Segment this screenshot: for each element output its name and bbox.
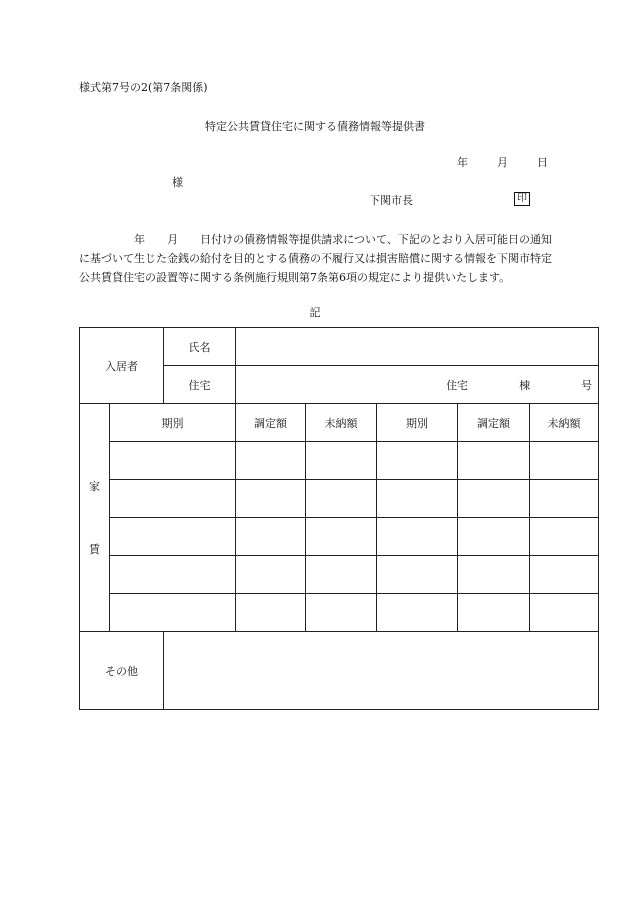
cell[interactable] — [110, 518, 236, 556]
cell[interactable] — [236, 442, 306, 480]
date-day-label: 日 — [537, 156, 548, 169]
address-field[interactable] — [236, 366, 599, 404]
rent-data-row — [80, 518, 599, 556]
cell[interactable] — [306, 594, 377, 632]
body-paragraph: 年 月 日付けの債務情報等提供請求について、下記のとおり入居可能日の通知に基づいて生じた金銭の給付を目的とする債務の不履行又は損害賠償に関する情報を下関市特定公共賃貸住宅の設置等に関する条例施行規則第7条第6項の規定により提供いたします。 — [79, 233, 552, 284]
other-field[interactable] — [164, 632, 599, 710]
cell[interactable] — [377, 518, 458, 556]
cell[interactable] — [458, 442, 530, 480]
cell[interactable] — [530, 594, 599, 632]
cell[interactable] — [236, 594, 306, 632]
unit-label: 号 — [581, 378, 593, 392]
cell[interactable] — [377, 556, 458, 594]
cell[interactable] — [458, 518, 530, 556]
cell[interactable] — [530, 442, 599, 480]
date-line — [457, 157, 548, 168]
col-header-period-2: 期別 — [377, 404, 458, 442]
cell[interactable] — [377, 594, 458, 632]
cell[interactable] — [306, 518, 377, 556]
cell[interactable] — [530, 556, 599, 594]
cell[interactable] — [458, 480, 530, 518]
rent-data-row — [80, 594, 599, 632]
rent-label — [80, 404, 110, 632]
form-id: 様式第7号の2(第7条関係) — [79, 81, 208, 94]
cell[interactable] — [110, 442, 236, 480]
residence-label: 住宅 — [446, 378, 469, 392]
date-month-label: 月 — [497, 156, 508, 169]
cell[interactable] — [530, 518, 599, 556]
cell[interactable] — [458, 594, 530, 632]
rent-data-row — [80, 480, 599, 518]
address-label: 住宅 — [164, 366, 236, 404]
cell[interactable] — [458, 556, 530, 594]
col-header-period-1: 期別 — [110, 404, 236, 442]
cell[interactable] — [110, 594, 236, 632]
cell[interactable] — [306, 480, 377, 518]
resident-label: 入居者 — [80, 328, 164, 404]
seal-mark: 印 — [514, 192, 530, 206]
issuer-name: 下関市長 — [369, 194, 413, 207]
other-row — [80, 632, 599, 710]
document-title: 特定公共賃貸住宅に関する債務情報等提供書 — [205, 120, 425, 133]
col-header-assessed-1: 調定額 — [236, 404, 306, 442]
rent-label-char-1: 家 — [89, 479, 100, 493]
rent-data-row — [80, 442, 599, 480]
other-label: その他 — [80, 632, 164, 710]
col-header-unpaid-1: 未納額 — [306, 404, 377, 442]
col-header-unpaid-2: 未納額 — [530, 404, 599, 442]
cell[interactable] — [236, 556, 306, 594]
addressee-suffix: 様 — [172, 176, 183, 189]
cell[interactable] — [236, 480, 306, 518]
cell[interactable] — [110, 556, 236, 594]
cell[interactable] — [306, 556, 377, 594]
building-label: 棟 — [519, 378, 531, 392]
resident-name-row — [80, 328, 599, 366]
cell[interactable] — [236, 518, 306, 556]
cell[interactable] — [306, 442, 377, 480]
debt-info-table — [79, 327, 599, 710]
cell[interactable] — [377, 442, 458, 480]
cell[interactable] — [377, 480, 458, 518]
rent-header-row — [80, 404, 599, 442]
ki-heading: 記 — [309, 306, 321, 319]
rent-data-row — [80, 556, 599, 594]
date-year-label: 年 — [457, 156, 468, 169]
cell[interactable] — [110, 480, 236, 518]
col-header-assessed-2: 調定額 — [458, 404, 530, 442]
rent-label-char-2: 賃 — [89, 542, 100, 556]
cell[interactable] — [530, 480, 599, 518]
name-field[interactable] — [236, 328, 599, 366]
name-label: 氏名 — [164, 328, 236, 366]
